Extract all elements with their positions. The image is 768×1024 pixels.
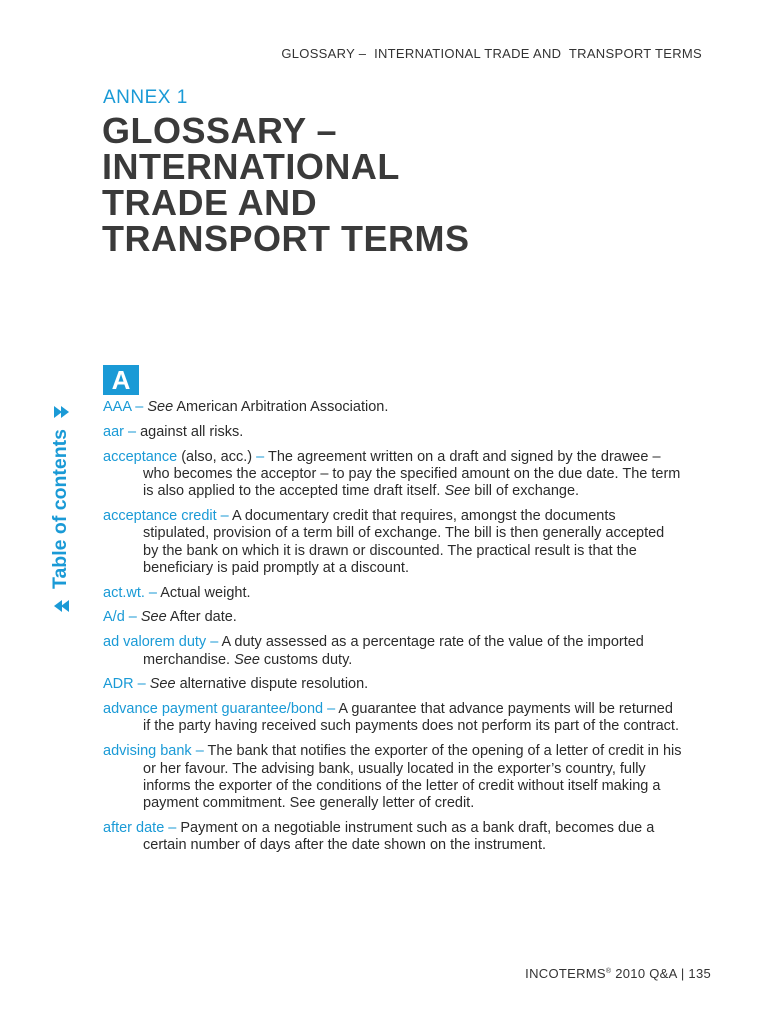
glossary-term: ad valorem duty – — [103, 634, 219, 651]
definition-text: American Arbitration Association. — [173, 399, 389, 415]
glossary-term: acceptance credit – — [103, 507, 229, 524]
glossary-entry — [103, 609, 683, 626]
title-line: INTERNATIONAL — [102, 146, 400, 187]
table-of-contents-tab[interactable] — [42, 402, 78, 616]
definition-text: customs duty. — [259, 651, 353, 668]
chevron-left-double-icon — [54, 600, 69, 612]
see-reference: See — [234, 651, 260, 668]
footer-brand: INCOTERMS — [525, 966, 606, 981]
definition-text: Actual weight. — [157, 584, 251, 601]
running-header: GLOSSARY – INTERNATIONAL TRADE AND TRANSPORT TERMS — [281, 46, 702, 61]
glossary-term: act.wt. – — [103, 584, 157, 601]
glossary-entry — [103, 508, 683, 577]
glossary-entry — [103, 399, 683, 416]
glossary-term: AAA – — [103, 399, 144, 415]
glossary-entry — [103, 585, 683, 602]
glossary-term: acceptance — [103, 448, 178, 465]
definition-text: After date. — [166, 609, 237, 626]
section-letter-badge: A — [103, 365, 139, 395]
definition-text: The bank that notifies the exporter of the opening of a letter of credit in his or her favour. The advising bank, usually located in the exporter’s country, fully informs the exporter of the conditions of the letter of credit without itself making a payment commitment. See generally letter of credit. — [143, 743, 682, 812]
table-of-contents-link[interactable] — [42, 402, 78, 616]
table-of-contents-label: Table of contents — [50, 433, 71, 589]
see-reference: See — [147, 399, 174, 415]
glossary-term: after date – — [103, 819, 177, 836]
glossary-entry — [103, 701, 683, 736]
definition-text: A documentary credit that requires, amongst the documents stipulated, provision of a term bill of exchange. The bill is then generally accepted by the bank on which it is drawn or discounted. The practical result is that the beneficiary is paid promptly at a discount. — [143, 507, 665, 576]
glossary-term: ADR – — [103, 676, 146, 693]
definition-text: A guarantee that advance payments will be returned if the party having received such payments does not perform its part of the contract. — [143, 701, 679, 735]
see-reference: See — [140, 609, 167, 626]
title-line: TRANSPORT TERMS — [102, 218, 470, 259]
glossary-term: advising bank – — [103, 743, 204, 760]
title-line: GLOSSARY – — [102, 110, 338, 151]
see-reference: See — [149, 676, 176, 693]
glossary-entries — [103, 399, 683, 862]
glossary-entry — [103, 449, 683, 501]
title-line: TRADE AND — [102, 182, 318, 223]
definition-text: A duty assessed as a percentage rate of the value of the imported merchandise. — [143, 634, 644, 668]
glossary-term: advance payment guarantee/bond – — [103, 701, 336, 718]
glossary-term: aar – — [103, 423, 137, 440]
glossary-entry — [103, 676, 683, 693]
annex-label: ANNEX 1 — [103, 87, 188, 108]
glossary-entry — [103, 820, 683, 855]
definition-text: Payment on a negotiable instrument such as a bank draft, becomes due a certain number of days after the date shown on the instrument. — [143, 819, 655, 854]
chevron-right-double-icon — [54, 406, 69, 418]
see-reference: See — [444, 483, 471, 500]
glossary-entry — [103, 634, 683, 669]
page-title — [102, 110, 662, 259]
definition-text: The agreement written on a draft and signed by the drawee – who becomes the acceptor – to pay the specified amount on the due date. The term is also applied to the accepted time draft itself. — [143, 448, 681, 500]
definition-text: against all risks. — [136, 423, 244, 440]
footer-page-info: 2010 Q&A | 135 — [611, 966, 711, 981]
definition-text: (also, acc.) — [177, 448, 257, 465]
registered-mark: ® — [605, 968, 612, 975]
glossary-term: A/d – — [103, 609, 137, 626]
definition-text: – — [256, 448, 265, 465]
glossary-entry — [103, 424, 683, 441]
page-footer — [525, 966, 711, 981]
glossary-entry — [103, 743, 683, 812]
definition-text: bill of exchange. — [470, 483, 580, 500]
definition-text: alternative dispute resolution. — [175, 676, 369, 693]
